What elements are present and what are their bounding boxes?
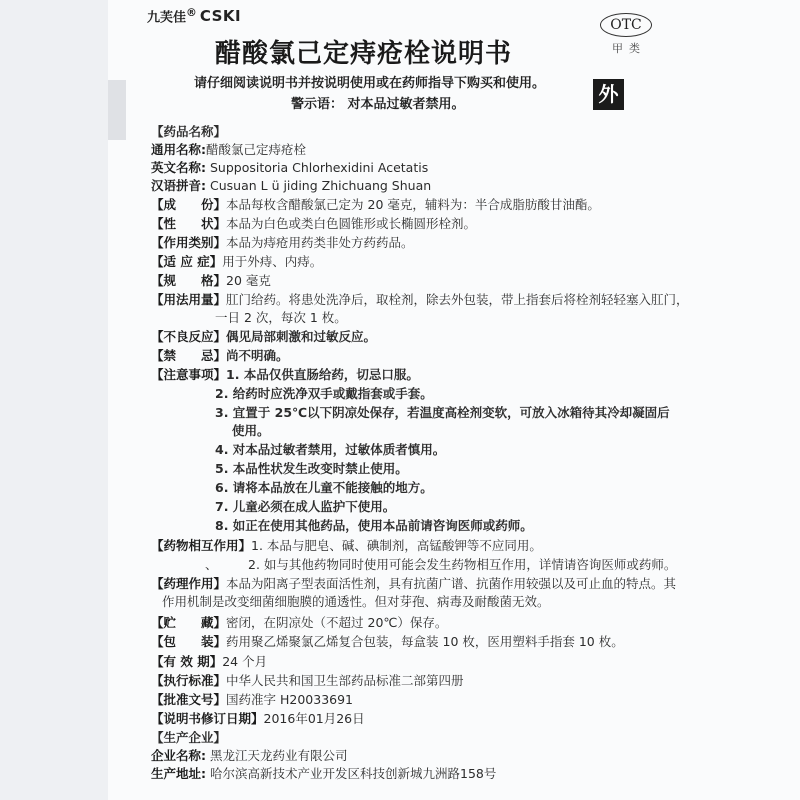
address-label: 生产地址: [151, 766, 206, 781]
reading-instruction: 请仔细阅读说明书并按说明使用或在药师指导下购买和使用。 [194, 76, 546, 91]
category-row [151, 233, 414, 251]
indication-label: 【适 应 症】 [151, 254, 223, 269]
document-title: 醋酸氯己定痔疮栓说明书 [215, 39, 513, 69]
generic-name-row [151, 140, 306, 158]
approval-label: 【批准文号】 [151, 692, 227, 707]
english-name-label: 英文名称: [151, 160, 206, 175]
company-value: 黑龙江天龙药业有限公司 [209, 748, 348, 763]
revision-label: 【说明书修订日期】 [151, 711, 264, 726]
storage-row [151, 613, 447, 631]
ingredients-row [151, 195, 600, 213]
pharmacology-row [151, 574, 676, 592]
brand-logo [147, 6, 241, 25]
brand-english: CSKI [199, 7, 242, 26]
contra-value: 尚不明确。 [226, 348, 289, 363]
precautions-row [151, 365, 419, 383]
spec-value: 20 毫克 [226, 273, 271, 288]
pinyin-row [151, 176, 431, 194]
usage-row [151, 290, 689, 308]
warning-text: 警示语： 对本品过敏者禁用。 [291, 97, 465, 112]
validity-row [151, 652, 267, 670]
character-value: 本品为白色或类白色圆锥形或长椭圆形栓剂。 [226, 216, 477, 231]
adverse-value: 偶见局部刺激和过敏反应。 [226, 329, 377, 344]
pharmacology-line-1: 本品为阳离子型表面活性剂，具有抗菌广谱、抗菌作用较强以及可止血的特点。其 [226, 576, 677, 591]
precaution-item: 7. 儿童必须在成人监护下使用。 [215, 499, 396, 514]
brand-chinese: 九芙佳 [147, 10, 187, 26]
category-value: 本品为痔疮用药类非处方药药品。 [226, 235, 414, 250]
storage-value: 密闭，在阴凉处（不超过 20℃）保存。 [226, 615, 448, 630]
usage-line-1: 肛门给药。将患处洗净后，取栓剂，除去外包装，带上指套后将栓剂轻轻塞入肛门， [226, 292, 689, 307]
contra-label: 【禁 忌】 [151, 348, 227, 363]
interactions-bullet: 、 [205, 557, 218, 572]
company-label: 企业名称: [151, 748, 206, 763]
company-row [151, 746, 348, 764]
package-label: 【包 装】 [151, 634, 227, 649]
paper-fold-shadow [108, 80, 126, 140]
precaution-item: 5. 本品性状发生改变时禁止使用。 [215, 461, 408, 476]
pharmacology-line-2: 作用机制是改变细菌细胞膜的通透性。但对芽孢、病毒及耐酸菌无效。 [162, 594, 550, 609]
interactions-line-2: 2. 如与其他药物同时使用可能会发生药物相互作用，详情请咨询医师或药师。 [248, 557, 677, 572]
precaution-item: 3. 宜置于 25℃以下阴凉处保存，若温度高栓剂变软，可放入冰箱待其冷却凝固后 [215, 405, 670, 420]
validity-label: 【有 效 期】 [151, 654, 223, 669]
storage-label: 【贮 藏】 [151, 615, 227, 630]
address-row [151, 764, 496, 782]
otc-class: 甲类 [612, 42, 646, 55]
brand-registered-mark: ® [186, 6, 197, 19]
generic-name-value: 醋酸氯己定痔疮栓 [206, 142, 307, 157]
character-row [151, 214, 476, 232]
precaution-item: 1. 本品仅供直肠给药，切忌口服。 [226, 367, 419, 382]
validity-value: 24 个月 [222, 654, 268, 669]
external-use-mark: 外 [593, 79, 624, 110]
ingredients-value: 本品每枚含醋酸氯己定为 20 毫克，辅料为：半合成脂肪酸甘油酯。 [226, 197, 600, 212]
category-label: 【作用类别】 [151, 235, 227, 250]
precaution-item-continued: 使用。 [232, 423, 270, 438]
standard-label: 【执行标准】 [151, 673, 227, 688]
otc-badge: OTC [600, 13, 652, 37]
address-value: 哈尔滨高新技术产业开发区科技创新城九洲路158号 [209, 766, 497, 781]
contra-row [151, 346, 289, 364]
package-row [151, 632, 624, 650]
approval-value: 国药准字 H20033691 [226, 692, 354, 707]
adverse-row [151, 327, 376, 345]
package-value: 药用聚乙烯聚氯乙烯复合包装，每盒装 10 枚，医用塑料手指套 10 枚。 [226, 634, 624, 649]
indication-row [151, 252, 322, 270]
precaution-item: 6. 请将本品放在儿童不能接触的地方。 [215, 480, 433, 495]
precaution-item: 2. 给药时应洗净双手或戴指套或手套。 [215, 386, 433, 401]
interactions-row [151, 536, 542, 554]
pharmacology-label: 【药理作用】 [151, 576, 227, 591]
standard-value: 中华人民共和国卫生部药品标准二部第四册 [226, 673, 464, 688]
spec-row [151, 271, 271, 289]
usage-line-2: 一日 2 次，每次 1 枚。 [215, 310, 347, 325]
pinyin-value: Cusuan L ü jiding Zhichuang Shuan [209, 178, 432, 193]
character-label: 【性 状】 [151, 216, 227, 231]
standard-row [151, 671, 464, 689]
precautions-label: 【注意事项】 [151, 367, 227, 382]
english-name-value: Suppositoria Chlorhexidini Acetatis [209, 160, 429, 175]
adverse-label: 【不良反应】 [151, 329, 227, 344]
precaution-item: 8. 如正在使用其他药品，使用本品前请咨询医师或药师。 [215, 518, 533, 533]
indication-value: 用于外痔、内痔。 [222, 254, 323, 269]
english-name-row [151, 158, 428, 176]
interactions-line-1: 1. 本品与肥皂、碱、碘制剂，高锰酸钾等不应同用。 [251, 538, 542, 553]
generic-name-label: 通用名称: [151, 142, 206, 157]
pinyin-label: 汉语拼音: [151, 178, 206, 193]
spec-label: 【规 格】 [151, 273, 227, 288]
revision-value: 2016年01月26日 [263, 711, 365, 726]
interactions-label: 【药物相互作用】 [151, 538, 252, 553]
section-drug-name: 【药品名称】 [151, 124, 227, 139]
precaution-item: 4. 对本品过敏者禁用，过敏体质者慎用。 [215, 442, 446, 457]
section-manufacturer: 【生产企业】 [151, 730, 227, 745]
usage-label: 【用法用量】 [151, 292, 227, 307]
ingredients-label: 【成 份】 [151, 197, 227, 212]
approval-row [151, 690, 353, 708]
revision-row [151, 709, 365, 727]
